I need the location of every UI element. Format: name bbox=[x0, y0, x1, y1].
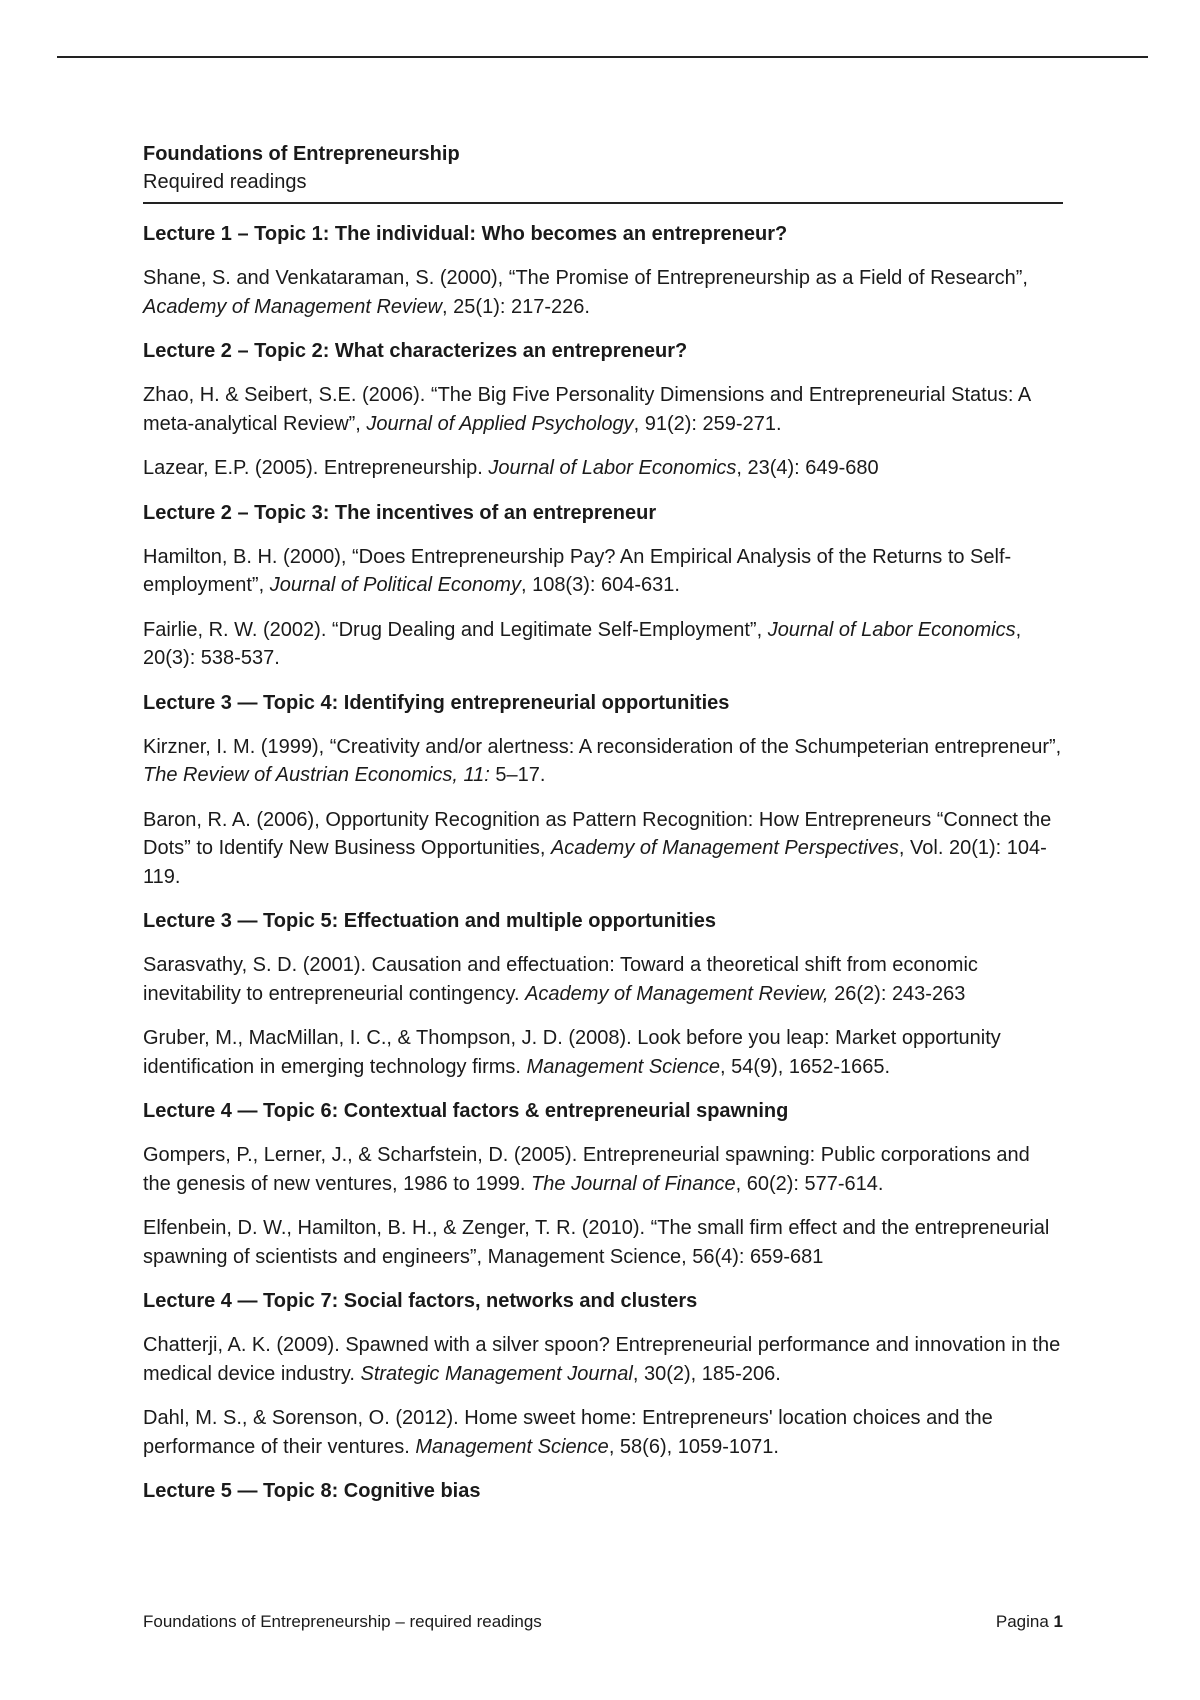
citation-details: 5–17. bbox=[489, 764, 546, 786]
reading-citation bbox=[143, 381, 1063, 438]
reading-citation bbox=[143, 264, 1063, 321]
topic-heading: Lecture 4 — Topic 6: Contextual factors & entrepreneurial spawning bbox=[143, 1100, 789, 1122]
reading-citation bbox=[143, 454, 1063, 483]
citation-text: Kirzner, I. M. (1999), “Creativity and/or alertness: A reconsideration of the Schumpeterian entrepreneur”, bbox=[143, 735, 1062, 758]
reading-citation bbox=[143, 1141, 1063, 1198]
citation-details: , 58(6), 1059-1071. bbox=[608, 1435, 779, 1458]
citation-details: , 20(3): 538-537. bbox=[143, 618, 1022, 669]
topic-heading: Lecture 2 – Topic 3: The incentives of an entrepreneur bbox=[143, 501, 657, 524]
footer-title: Foundations of Entrepreneurship – required readings bbox=[143, 1612, 542, 1631]
citation-details: , 108(3): 604-631. bbox=[520, 574, 680, 596]
journal-name: Journal of Labor Economics bbox=[767, 618, 1016, 641]
reading-citation bbox=[143, 543, 1063, 600]
journal-name: Academy of Management Review bbox=[143, 295, 443, 318]
journal-name: Management Science bbox=[526, 1055, 720, 1078]
citation-details: , 60(2): 577-614. bbox=[735, 1172, 884, 1195]
citation-text: Zhao, H. & Seibert, S.E. (2006). “The Big Five Personality Dimensions and Entrepreneurial Status: A meta-analytical Review”, bbox=[143, 384, 1031, 435]
citation-details: , 30(2), 185-206. bbox=[632, 1362, 781, 1385]
page-number: 1 bbox=[1053, 1612, 1063, 1631]
citation-text: Lazear, E.P. (2005). Entrepreneurship. bbox=[143, 457, 489, 479]
citation-text: Gruber, M., MacMillan, I. C., & Thompson, J. D. (2008). Look before you leap: Market opportunity identification in emerging technology firms. bbox=[143, 1027, 1001, 1078]
page-label: Pagina bbox=[995, 1612, 1049, 1631]
topic-heading: Lecture 2 – Topic 2: What characterizes an entrepreneur? bbox=[143, 340, 688, 362]
topic-heading: Lecture 3 — Topic 5: Effectuation and multiple opportunities bbox=[143, 910, 716, 932]
topic-heading: Lecture 5 — Topic 8: Cognitive bias bbox=[143, 1480, 481, 1502]
citation-text: Fairlie, R. W. (2002). “Drug Dealing and Legitimate Self-Employment”, bbox=[143, 618, 768, 641]
reading-citation bbox=[143, 951, 1063, 1008]
page-top-rule bbox=[57, 56, 1148, 58]
page-indicator bbox=[996, 1610, 1063, 1634]
citation-text: Elfenbein, D. W., Hamilton, B. H., & Zenger, T. R. (2010). “The small firm effect and the entrepreneurial spawning of scientists and engineers”, Management Science, 56(4): 659-681 bbox=[143, 1217, 1050, 1268]
citation-details: , 23(4): 649-680 bbox=[736, 457, 879, 479]
journal-name: Academy of Management Perspectives bbox=[550, 837, 899, 859]
journal-name: Academy of Management Review, bbox=[525, 982, 829, 1005]
citation-text: Dahl, M. S., & Sorenson, O. (2012). Home sweet home: Entrepreneurs' location choices and the performance of their ventures. bbox=[143, 1407, 993, 1458]
journal-name: Journal of Applied Psychology bbox=[366, 412, 634, 435]
citation-details: , 91(2): 259-271. bbox=[633, 412, 782, 435]
journal-name: The Journal of Finance bbox=[531, 1172, 736, 1195]
reading-citation bbox=[143, 1214, 1063, 1271]
journal-name: Management Science bbox=[415, 1435, 609, 1458]
reading-citation bbox=[143, 1024, 1063, 1081]
reading-citation bbox=[143, 1404, 1063, 1461]
reading-citation bbox=[143, 806, 1063, 892]
journal-name: Journal of Labor Economics bbox=[488, 457, 737, 479]
citation-details: 26(2): 243-263 bbox=[828, 982, 966, 1005]
document-body bbox=[143, 140, 1063, 1521]
journal-name: The Review of Austrian Economics, 11: bbox=[143, 764, 490, 786]
citation-details: , Vol. 20(1): 104-119. bbox=[143, 837, 1047, 888]
citation-details: , 54(9), 1652-1665. bbox=[719, 1055, 891, 1078]
citation-text: Gompers, P., Lerner, J., & Scharfstein, D. (2005). Entrepreneurial spawning: Public corporations and the genesis of new ventures, 1986 to 1999. bbox=[143, 1144, 1030, 1195]
citation-details: , 25(1): 217-226. bbox=[442, 295, 590, 318]
reading-citation bbox=[143, 1331, 1063, 1388]
document-subtitle: Required readings bbox=[143, 171, 307, 193]
citation-text: Hamilton, B. H. (2000), “Does Entrepreneurship Pay? An Empirical Analysis of the Returns to Self-employment”, bbox=[143, 545, 1012, 596]
document-title: Foundations of Entrepreneurship bbox=[143, 143, 460, 165]
topic-heading: Lecture 1 – Topic 1: The individual: Who becomes an entrepreneur? bbox=[143, 223, 788, 245]
header-divider bbox=[143, 202, 1063, 204]
reading-list bbox=[143, 220, 1063, 1505]
reading-citation bbox=[143, 733, 1063, 790]
journal-name: Strategic Management Journal bbox=[360, 1362, 633, 1385]
citation-text: Sarasvathy, S. D. (2001). Causation and effectuation: Toward a theoretical shift from economic inevitability to entrepreneurial contingency. bbox=[143, 954, 978, 1005]
topic-heading: Lecture 4 — Topic 7: Social factors, networks and clusters bbox=[143, 1290, 698, 1312]
journal-name: Journal of Political Economy bbox=[269, 574, 521, 596]
citation-text: Baron, R. A. (2006), Opportunity Recognition as Pattern Recognition: How Entrepreneurs “Connect the Dots” to Identify New Business Opportunities, bbox=[143, 808, 1052, 859]
citation-text: Shane, S. and Venkataraman, S. (2000), “The Promise of Entrepreneurship as a Field of Research”, bbox=[143, 267, 1028, 289]
topic-heading: Lecture 3 — Topic 4: Identifying entrepreneurial opportunities bbox=[143, 691, 730, 714]
citation-text: Chatterji, A. K. (2009). Spawned with a silver spoon? Entrepreneurial performance and innovation in the medical device industry. bbox=[143, 1334, 1061, 1385]
reading-citation bbox=[143, 616, 1063, 673]
